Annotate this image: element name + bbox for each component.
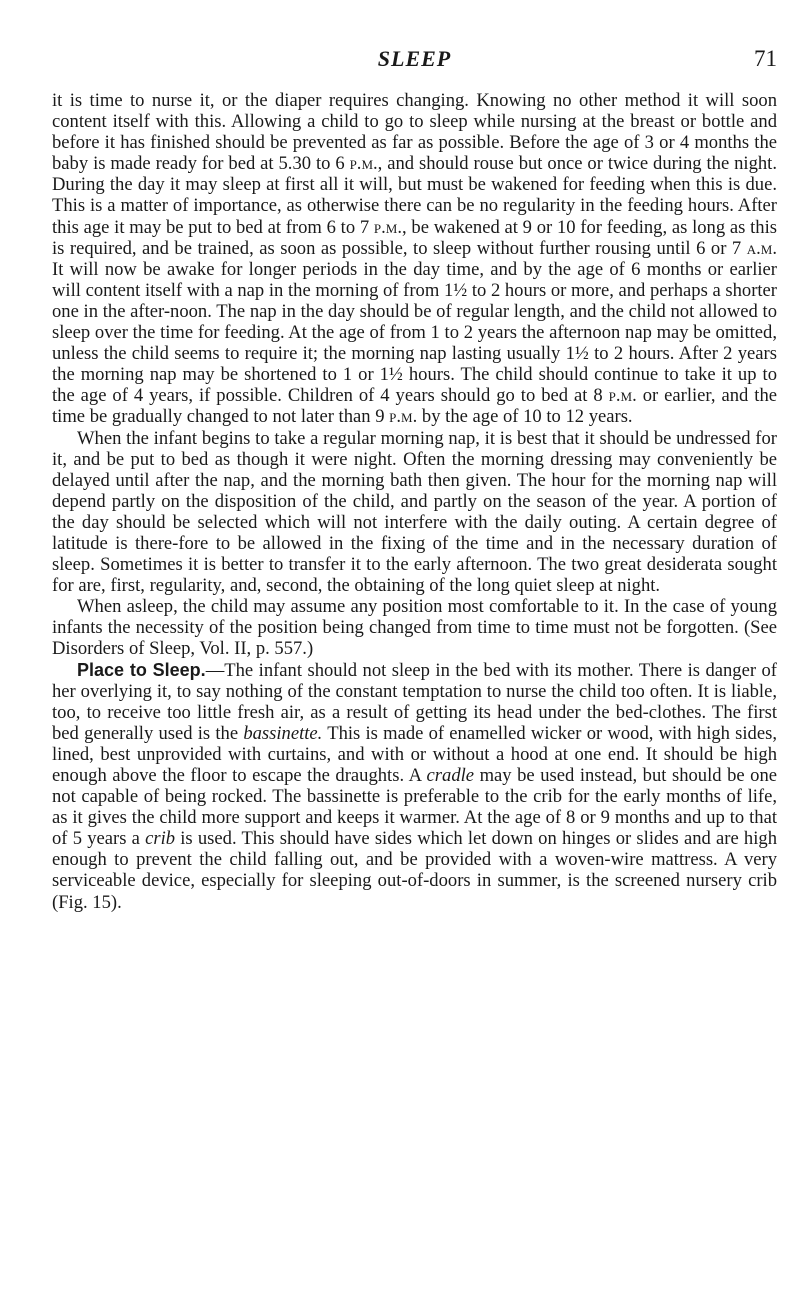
time-abbrev: p.m. xyxy=(389,406,418,428)
running-head: SLEEP xyxy=(377,46,452,71)
text-run: —The infant should not sleep in the bed with its mother. There is danger of her overlying it, to say nothing of the constant temptation to nurse the child too often. It is liable, too, to receive too little fresh air, as a result of getting its head under the bed-clothes. The first bed generally used is the xyxy=(52,659,777,744)
text-run: This is made of enamelled wicker or wood, with high sides, lined, best unprovided with curtains, and with or without a hood at one end. It should be high enough above the floor to escape the draughts. A xyxy=(52,722,777,786)
time-abbrev: a.m. xyxy=(746,237,777,259)
text-run: or earlier, and the time be gradually changed to not later than 9 xyxy=(52,385,777,428)
text-run: may be used instead, but should be one not capable of being rocked. The bassinette is preferable to the crib for the early months of life, as it gives the child more support and keeps it warmer. At the age of 8 or 9 months and up to that of 5 years a xyxy=(52,765,777,850)
paragraph-4 xyxy=(52,660,777,913)
time-abbrev: p.m. xyxy=(349,153,378,175)
text-run: It will now be awake for longer periods in the day time, and by the age of 6 months or earlier will content itself with a nap in the morning of from 1½ to 2 hours or more, and perhaps a shorter one in the after-noon. The nap in the day should be of regular length, and the child not allowed to sleep over the time for feeding. At the age of from 1 to 2 years the afternoon nap may be omitted, unless the child seems to require it; the morning nap lasting usually 1½ to 2 hours. After 2 years the morning nap may be shortened to 1 or 1½ hours. The child should continue to take it up to the age of 4 years, if possible. Children of 4 years should go to bed at 8 xyxy=(52,258,777,407)
paragraph-2: When the infant begins to take a regular morning nap, it is best that it should be undressed for it, and be put to bed as though it were night. Often the morning dressing may conveniently be delayed until after the nap, and the morning bath then given. The hour for the morning nap will depend partly on the disposition of the child, and partly on the season of the year. A portion of the day should be selected which will not interfere with the daily outing. A certain degree of latitude is there-fore to be allowed in the fixing of the time and in the necessary duration of sleep. Sometimes it is better to transfer it to the early afternoon. The two great desiderata sought for are, first, regularity, and, second, the obtaining of the long quiet sleep at night. xyxy=(52,427,777,597)
italic-term: bassinette. xyxy=(243,722,323,744)
time-abbrev: p.m. xyxy=(373,216,403,238)
italic-term: crib xyxy=(145,828,176,850)
page-number: 71 xyxy=(754,46,777,71)
text-run: , and should rouse but once or twice during the night. During the day it may sleep at first all it will, but must be wakened for feeding when this is due. This is a matter of importance, as otherwise there can be no regularity in the feeding hours. After this age it may be put to bed at from 6 to 7 xyxy=(52,153,777,238)
paragraph-3: When asleep, the child may assume any position most comfortable to it. In the case of young infants the necessity of the position being changed from time to time must not be forgotten. (See Disorders of Sleep, Vol. II, p. 557.) xyxy=(52,596,777,660)
text-run: by the age of 10 to 12 years. xyxy=(417,406,633,428)
text-run: is used. This should have sides which let down on hinges or slides and are high enough to prevent the child falling out, and be provided with a woven-wire mattress. A very serviceable device, especially for sleeping out-of-doors in summer, is the screened nursery crib (Fig. 15). xyxy=(52,828,777,913)
text-run: , be wakened at 9 or 10 for feeding, as long as this is required, and be trained, as soon as possible, to sleep without further rousing until 6 or 7 xyxy=(52,216,777,259)
body-text xyxy=(52,90,777,913)
page-header xyxy=(52,46,777,76)
time-abbrev: p.m. xyxy=(608,385,637,407)
text-run: it is time to nurse it, or the diaper requires changing. Knowing no other method it will soon content itself with this. Allowing a child to go to sleep while nursing at the breast or bottle and before it has finished should be prevented as far as possible. Before the age of 3 or 4 months the baby is made ready for bed at 5.30 to 6 xyxy=(52,90,777,175)
section-heading: Place to Sleep. xyxy=(77,659,206,680)
paragraph-1 xyxy=(52,90,777,428)
italic-term: cradle xyxy=(426,765,475,786)
